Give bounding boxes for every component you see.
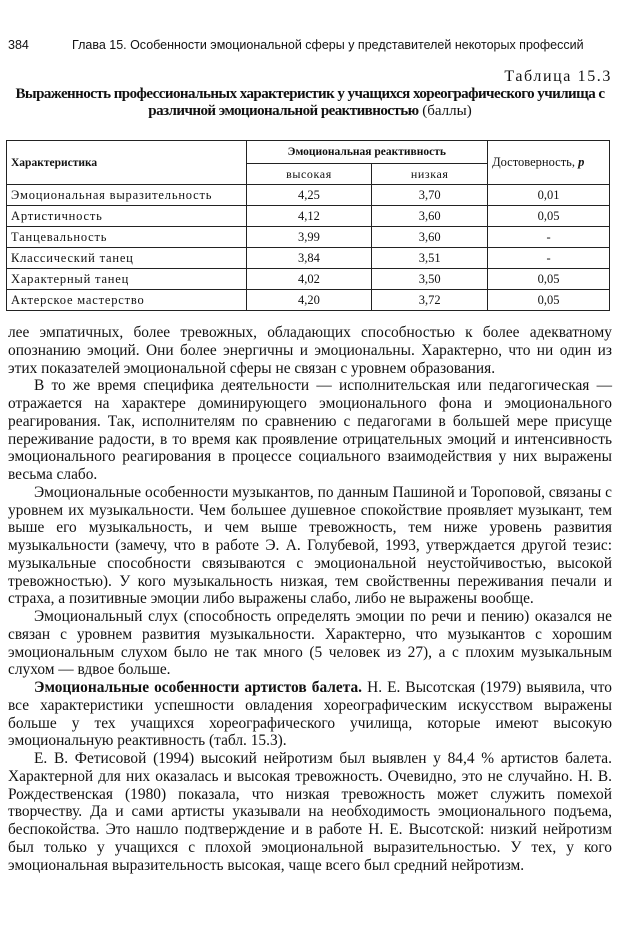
row-high: 4,12: [246, 206, 372, 227]
row-name: Эмоциональная выразительность: [7, 185, 247, 206]
paragraph-4: Эмоциональный слух (способность определять эмоции по речи и пению) оказался не связан с уровнем развития музыкальности. Характерно, что музыкантов с хорошим эмоциональным слухом было не так много (5 человек из 27), а с плохим музыкальным слухом — вдвое больше.: [8, 608, 612, 679]
body-text: [8, 324, 612, 874]
row-p: 0,05: [488, 290, 610, 311]
running-title: Глава 15. Особенности эмоциональной сферы у представителей некоторых профессий: [72, 38, 584, 52]
table-row: [7, 248, 610, 269]
row-high: 3,84: [246, 248, 372, 269]
row-high: 4,25: [246, 185, 372, 206]
header-reliability-label: Достоверность,: [492, 155, 579, 169]
row-p: 0,05: [488, 269, 610, 290]
row-low: 3,60: [372, 227, 488, 248]
paragraph-3: Эмоциональные особенности музыкантов, по данным Пашиной и Тороповой, связаны с уровнем их музыкальности. Чем большее душевное спокойствие проявляет музыкант, тем выше его музыкальность, и чем выше тревожность, тем ниже уровень развития музыкальности (замечу, что в работе Э. А. Голубевой, 1993, утверждается другой тезис: музыкальные способности связываются с эмоциональной неустойчивостью, высокой тревожностью). У кого музыкальность низкая, тем свойственны переживания печали и страха, а позитивные эмоции либо выражены слабо, либо не выражены вообще.: [8, 483, 612, 608]
table-row: [7, 206, 610, 227]
row-name: Характерный танец: [7, 269, 247, 290]
page-number: 384: [8, 38, 29, 52]
row-p: -: [488, 248, 610, 269]
row-low: 3,72: [372, 290, 488, 311]
row-p: 0,05: [488, 206, 610, 227]
row-low: 3,50: [372, 269, 488, 290]
row-high: 3,99: [246, 227, 372, 248]
row-low: 3,70: [372, 185, 488, 206]
running-header: [8, 38, 614, 52]
data-table: [6, 140, 610, 311]
row-high: 4,20: [246, 290, 372, 311]
table-row: [7, 290, 610, 311]
table-header-row: [7, 141, 610, 164]
row-p: -: [488, 227, 610, 248]
header-low: низкая: [372, 164, 488, 185]
header-characteristic: Характеристика: [7, 141, 247, 185]
table-row: [7, 227, 610, 248]
table-row: [7, 185, 610, 206]
header-reliability-p: p: [578, 155, 585, 169]
table-title-bold: Выраженность профессиональных характеристик у учащихся хореографического училища с различной эмоциональной реактивностью: [15, 86, 605, 119]
row-high: 4,02: [246, 269, 372, 290]
paragraph-1: лее эмпатичных, более тревожных, обладающих способностью к более адекватному опознанию эмоций. Они более энергичны и эмоциональны. Характерно, что ни один из этих показателей эмоциональной сферы не связан с уровнем образования.: [8, 324, 612, 377]
row-p: 0,01: [488, 185, 610, 206]
header-reliability: [488, 141, 610, 185]
row-name: Актерское мастерство: [7, 290, 247, 311]
row-name: Артистичность: [7, 206, 247, 227]
header-high: высокая: [246, 164, 372, 185]
paragraph-6: Е. В. Фетисовой (1994) высокий нейротизм был выявлен у 84,4 % артистов балета. Характерной для них оказалась и высокая тревожность. Очевидно, это не случайно. Н. В. Рождественская (1980) показала, что низкая тревожность может служить помехой творчеству. Да и сами артисты указывали на необходимость эмоционального подъема, беспокойства. Это нашло подтверждение и в работе Н. Е. Высотской: низкий нейротизм был только у учащихся с плохой эмоциональной выразительностью. У тех, у кого эмоциональная выразительность высокая, чаще всего был средний нейротизм.: [8, 750, 612, 874]
section-heading: Эмоциональные особенности артистов балета.: [34, 679, 363, 696]
header-emotional-reactivity: Эмоциональная реактивность: [246, 141, 488, 164]
row-low: 3,60: [372, 206, 488, 227]
table-label: Таблица 15.3: [504, 68, 612, 85]
row-name: Танцевальность: [7, 227, 247, 248]
paragraph-5: [8, 679, 612, 750]
row-name: Классический танец: [7, 248, 247, 269]
row-low: 3,51: [372, 248, 488, 269]
paragraph-5-text: Н. Е. Высотская (1979) выявила, что все характеристики успешности овладения хореографическим искусством выражены больше у тех учащихся хореографического училища, которые имеют высокую эмоциональную реактивность (табл. 15.3).: [8, 679, 612, 750]
table-title: [10, 86, 610, 120]
table-row: [7, 269, 610, 290]
paragraph-2: В то же время специфика деятельности — исполнительская или педагогическая — отражается на характере доминирующего эмоционального фона и эмоционального реагирования. Так, исполнителям по сравнению с педагогами в большей мере присуще переживание радости, в то время как проявление отрицательных эмоций и интенсивность эмоционального реагирования в процессе социального взаимодействия у них выражены весьма слабо.: [8, 377, 612, 483]
table-title-suffix: (баллы): [418, 103, 472, 119]
